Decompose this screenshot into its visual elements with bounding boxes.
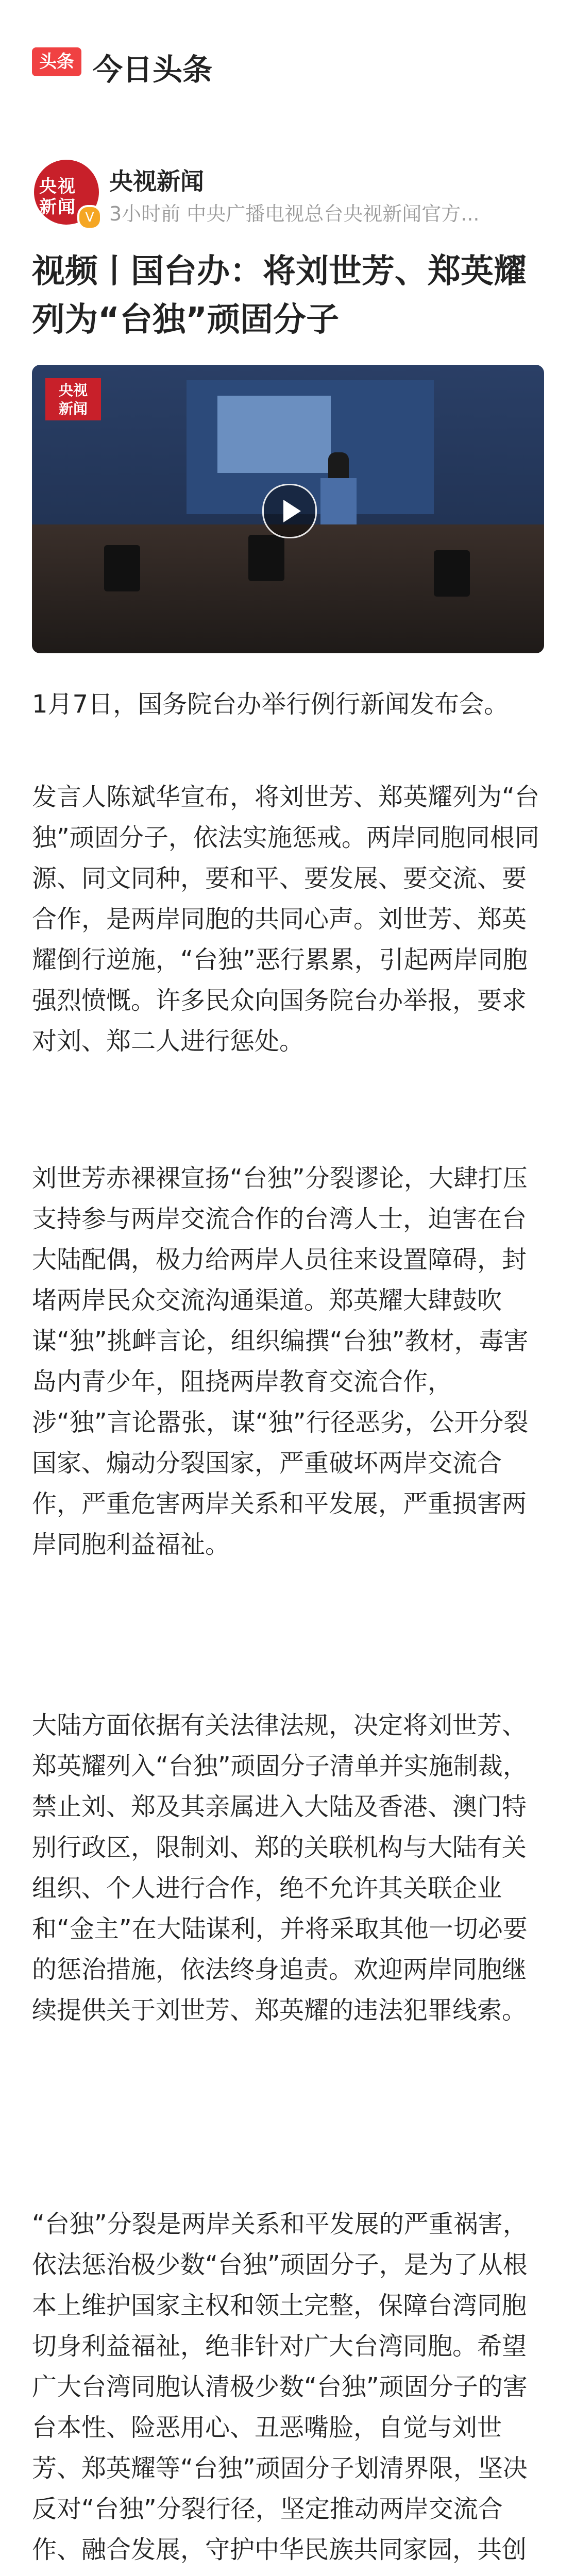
paragraph-3: 刘世芳赤裸裸宣扬“台独”分裂谬论，大肆打压支持参与两岸交流合作的台湾人士，迫害在台大陆配偶，极力给两岸人员往来设置障碍，封堵两岸民众交流沟通渠道。郑英耀大肆鼓吹谋“独”挑衅言论，组织编撰“台独”教材，毒害岛内青少年，阻挠两岸教育交流合作，涉“独”言论嚣张，谋“独”行径恶劣，公开分裂国家、煽动分裂国家，严重破坏两岸交流合作，严重危害两岸关系和平发展，严重损害两岸同胞利益福祉。 bbox=[32, 1164, 529, 1559]
source-name[interactable]: 央视新闻 bbox=[109, 167, 204, 195]
cctv-news-badge bbox=[45, 378, 101, 420]
article-title: 视频丨国台办：将刘世芳、郑英耀列为“台独”顽固分子 bbox=[32, 252, 527, 339]
avatar-text-2: 新闻 bbox=[39, 197, 76, 217]
app-name: 今日头条 bbox=[93, 52, 213, 87]
badge-text-2: 新闻 bbox=[58, 400, 88, 417]
paragraph-5: “台独”分裂是两岸关系和平发展的严重祸害，依法惩治极少数“台独”顽固分子，是为了从根本上维护国家主权和领土完整，保障台湾同胞切身利益福祉，绝非针对广大台湾同胞。希望广大台湾同胞认清极少数“台独”顽固分子的害台本性、险恶用心、丑恶嘴脸，自觉与刘世芳、郑英耀等“台独”顽固分子划清界限，坚决反对“台独”分裂行径，坚定推动两岸交流合作、融合发展，守护中华民族共同家园，共创 bbox=[32, 2210, 528, 2564]
toutiao-logo[interactable]: 头条 bbox=[32, 47, 81, 76]
play-icon[interactable] bbox=[262, 484, 317, 538]
paragraph-4: 大陆方面依据有关法律法规，决定将刘世芳、郑英耀列入“台独”顽固分子清单并实施制裁，禁止刘、郑及其亲属进入大陆及香港、澳门特别行政区，限制刘、郑的关联机构与大陆有关组织、个人进行合作，绝不允许其关联企业和“金主”在大陆谋利，并将采取其他一切必要的惩治措施，依法终身追责。欢迎两岸同胞继续提供关于刘世芳、郑英耀的违法犯罪线索。 bbox=[32, 1711, 528, 2025]
top-bar bbox=[0, 0, 575, 130]
video-podium bbox=[320, 478, 357, 530]
paragraph-2: 发言人陈斌华宣布，将刘世芳、郑英耀列为“台独”顽固分子，依法实施惩戒。两岸同胞同根同源、同文同种，要和平、要发展、要交流、要合作，是两岸同胞的共同心声。刘世芳、郑英耀倒行逆施，“台独”恶行累累，引起两岸同胞强烈愤慨。许多民众向国务院台办举报，要求对刘、郑二人进行惩处。 bbox=[32, 783, 539, 1056]
video-screen bbox=[217, 396, 331, 473]
camera-shape bbox=[104, 545, 140, 591]
video-audience bbox=[32, 524, 544, 653]
camera-shape bbox=[248, 535, 284, 581]
avatar-text-1: 央视 bbox=[39, 176, 76, 197]
badge-text-1: 央视 bbox=[58, 382, 88, 399]
source-meta: 3小时前 中央广播电视总台央视新闻官方... bbox=[109, 202, 480, 225]
camera-shape bbox=[434, 550, 470, 597]
video-player[interactable] bbox=[32, 365, 544, 653]
paragraph-1: 1月7日，国务院台办举行例行新闻发布会。 bbox=[32, 690, 509, 719]
verified-icon: V bbox=[77, 205, 102, 230]
